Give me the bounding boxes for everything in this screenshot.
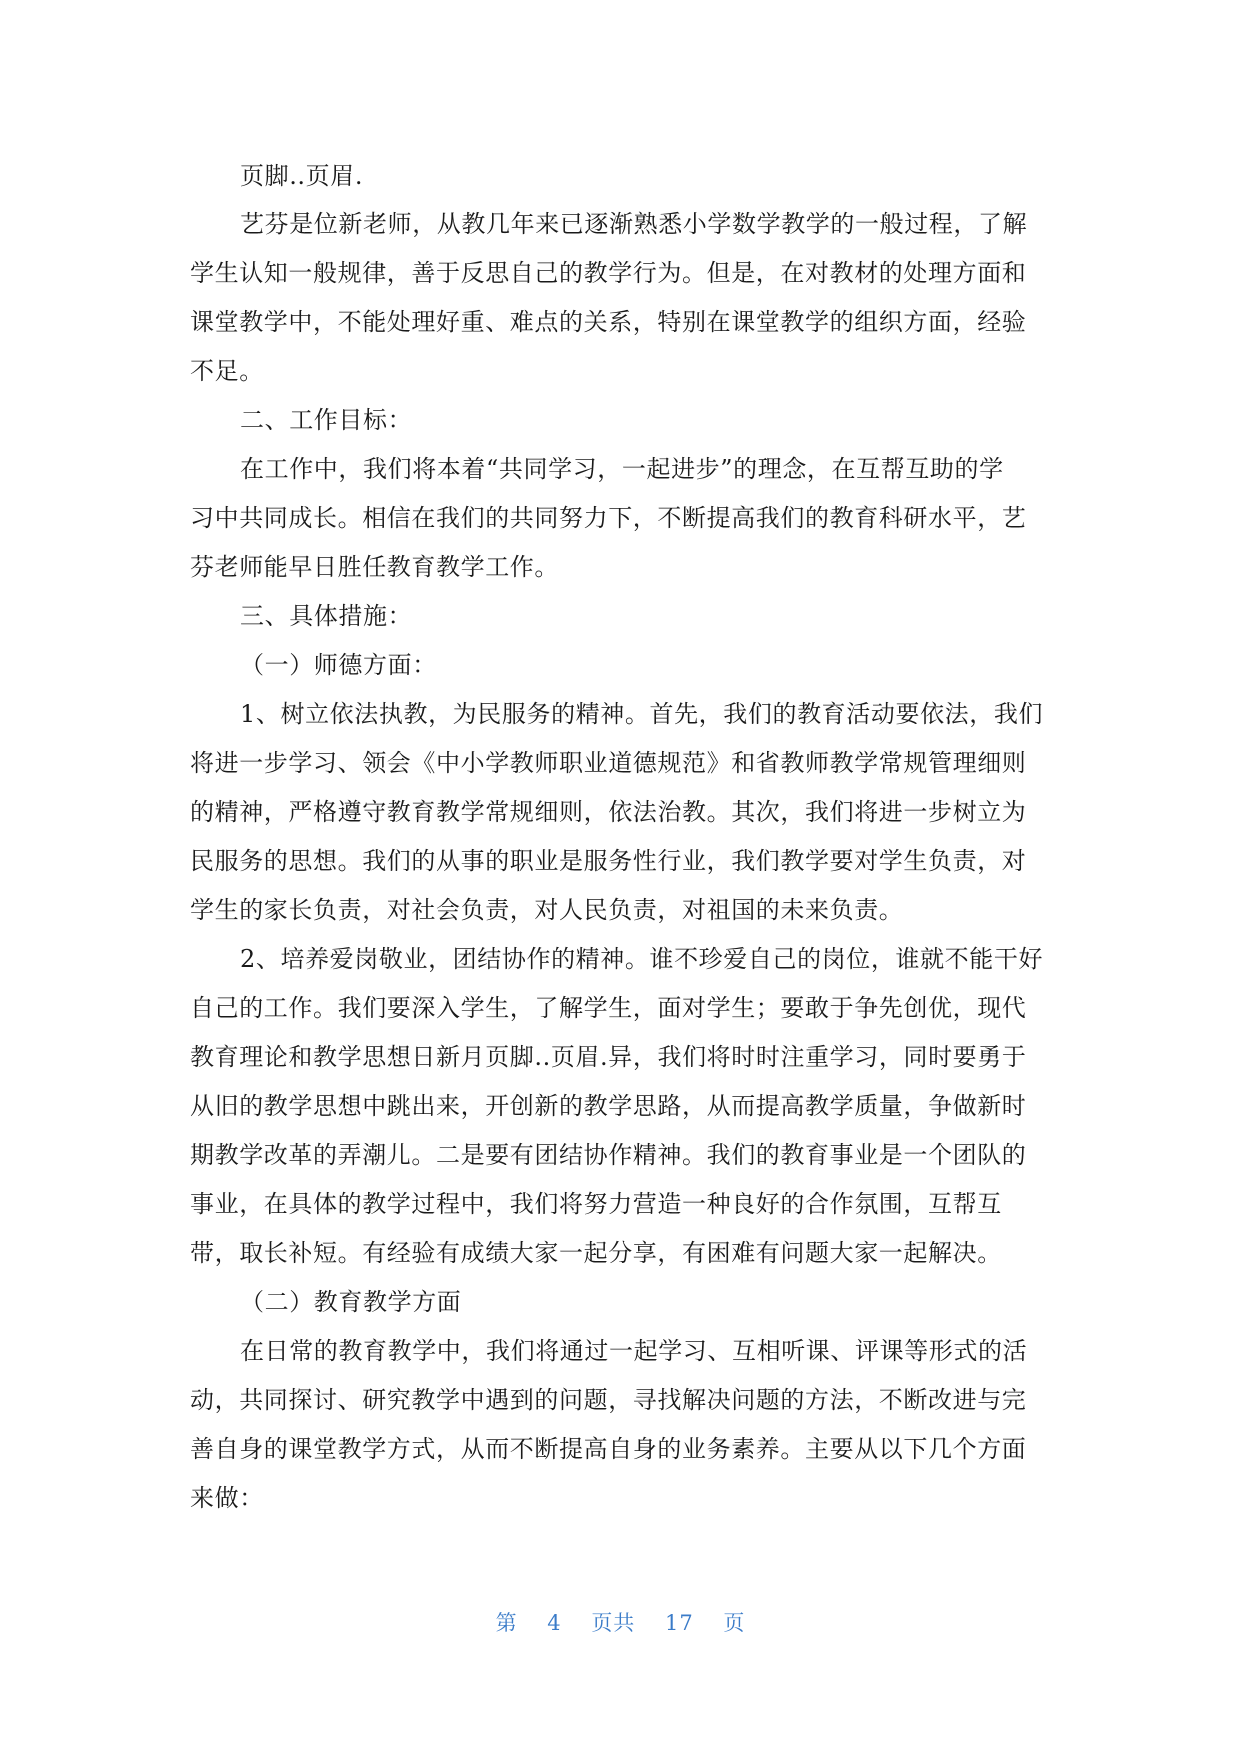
subsection-heading: （一）师德方面： — [240, 651, 437, 679]
paragraph-line: 在日常的教育教学中，我们将通过一起学习、互相听课、评课等形式的活 — [240, 1337, 1028, 1365]
footer-middle: 页共 — [591, 1611, 636, 1635]
paragraph-line: 芬老师能早日胜任教育教学工作。 — [190, 553, 559, 581]
paragraph-line: 民服务的思想。我们的从事的职业是服务性行业，我们教学要对学生负责，对 — [190, 847, 1027, 875]
page-footer — [0, 1607, 1241, 1637]
paragraph-line: 在工作中，我们将本着“共同学习，一起进步”的理念，在互帮互助的学 — [240, 455, 1004, 483]
header-note: 页脚..页眉. — [240, 162, 364, 190]
paragraph-line: 课堂教学中，不能处理好重、难点的关系，特别在课堂教学的组织方面，经验 — [190, 308, 1027, 336]
paragraph-line: 艺芬是位新老师，从教几年来已逐渐熟悉小学数学教学的一般过程，了解 — [240, 210, 1028, 238]
paragraph-line: 动，共同探讨、研究教学中遇到的问题，寻找解决问题的方法，不断改进与完 — [190, 1386, 1027, 1414]
paragraph-line: 学生认知一般规律，善于反思自己的教学行为。但是，在对教材的处理方面和 — [190, 259, 1027, 287]
paragraph-line: 不足。 — [190, 357, 264, 385]
footer-suffix: 页 — [723, 1611, 746, 1635]
section-heading: 二、工作目标： — [240, 406, 413, 434]
paragraph-line: 从旧的教学思想中跳出来，开创新的教学思路，从而提高教学质量，争做新时 — [190, 1092, 1027, 1120]
paragraph-line: 学生的家长负责，对社会负责，对人民负责，对祖国的未来负责。 — [190, 896, 904, 924]
paragraph-line: 的精神，严格遵守教育教学常规细则，依法治教。其次，我们将进一步树立为 — [190, 798, 1027, 826]
paragraph-line: 带，取长补短。有经验有成绩大家一起分享，有困难有问题大家一起解决。 — [190, 1239, 1002, 1267]
paragraph-line: 善自身的课堂教学方式，从而不断提高自身的业务素养。主要从以下几个方面 — [190, 1435, 1027, 1463]
paragraph-line: 来做： — [190, 1484, 264, 1512]
paragraph-line: 期教学改革的弄潮儿。二是要有团结协作精神。我们的教育事业是一个团队的 — [190, 1141, 1027, 1169]
footer-page-number: 4 — [547, 1611, 562, 1635]
footer-prefix: 第 — [495, 1611, 518, 1635]
paragraph-line: 自己的工作。我们要深入学生，了解学生，面对学生；要敢于争先创优，现代 — [190, 994, 1027, 1022]
paragraph-line: 将进一步学习、领会《中小学教师职业道德规范》和省教师教学常规管理细则 — [190, 749, 1027, 777]
paragraph-line: 教育理论和教学思想日新月页脚..页眉.异，我们将时时注重学习，同时要勇于 — [190, 1043, 1027, 1071]
footer-total-pages: 17 — [665, 1611, 694, 1635]
paragraph-line: 1、树立依法执教，为民服务的精神。首先，我们的教育活动要依法，我们 — [240, 700, 1044, 728]
subsection-heading: （二）教育教学方面 — [240, 1288, 462, 1316]
paragraph-line: 事业，在具体的教学过程中，我们将努力营造一种良好的合作氛围，互帮互 — [190, 1190, 1002, 1218]
paragraph-line: 2、培养爱岗敬业，团结协作的精神。谁不珍爱自己的岗位，谁就不能干好 — [240, 945, 1044, 973]
section-heading: 三、具体措施： — [240, 602, 413, 630]
paragraph-line: 习中共同成长。相信在我们的共同努力下，不断提高我们的教育科研水平，艺 — [190, 504, 1027, 532]
